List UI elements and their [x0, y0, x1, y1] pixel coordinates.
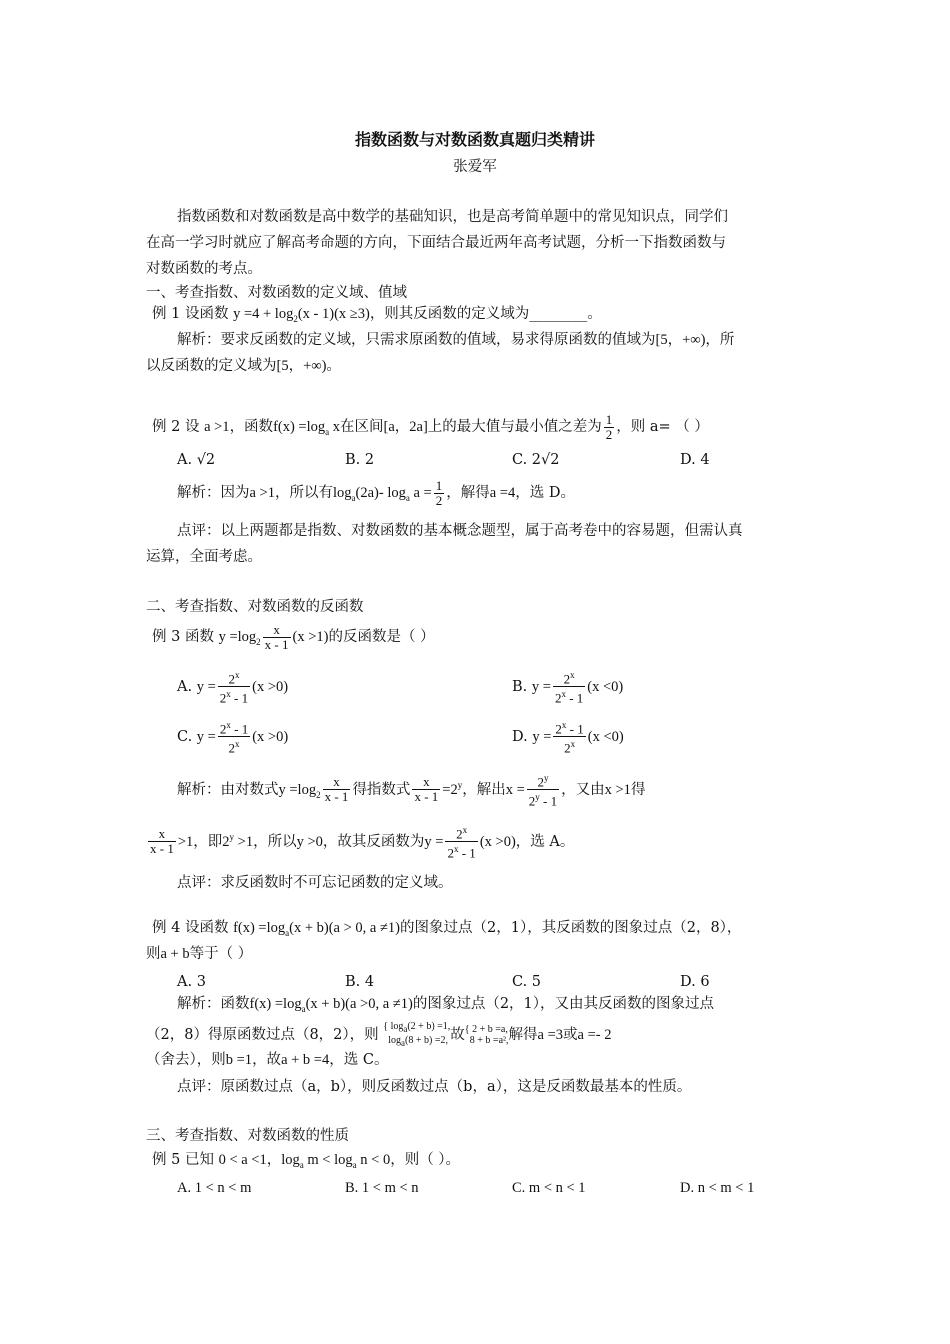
example-2 — [152, 410, 709, 449]
example-2-interval: [a，2a] — [383, 419, 428, 435]
example-4-end2: 等于（ ） — [189, 946, 253, 962]
solution-2 — [177, 476, 575, 515]
option-a-fraction: $\frac{2^x}{2^x - 1}$ — [219, 670, 249, 706]
example-2-cond: a >1 — [204, 419, 230, 435]
comment-3: 点评：求反函数时不可忘记函数的定义域。 — [177, 875, 453, 891]
example-1 — [152, 304, 602, 329]
option-a-formula: y = — [196, 678, 216, 695]
solution-3-c: ，解出 — [462, 781, 506, 798]
solution-1-line-2 — [146, 356, 341, 376]
option-b-formula: y = — [531, 678, 551, 695]
solution-4-func: $f(x) =\log_a(x + b)(a >0$, a ≠1) — [249, 996, 413, 1014]
solution-2-cond: a >1 — [249, 485, 275, 501]
solution-4-b1: b =1 — [225, 1052, 253, 1068]
solution-4-d: 故 — [450, 1027, 465, 1043]
example-5-option-d: D. n < m < 1 — [680, 1180, 755, 1196]
example-5-ineq: $\log_a m < \log_a n < 0$ — [281, 1152, 391, 1170]
solution-1-text-a: 解析：要求反函数的定义域，只需求原函数的值域，易求得原函数的值域为 — [177, 332, 656, 348]
example-3-option-b — [512, 668, 623, 706]
option-c-domain: (x >0) — [252, 728, 289, 745]
solution-4-f: 或 — [563, 1027, 578, 1043]
solution-1-range: [5，+∞) — [655, 332, 706, 348]
example-2-fraction: $\frac{1}{2}$ — [605, 411, 613, 442]
solution-3-g: ，所以 — [253, 833, 297, 850]
solution-3-frac-3: $\frac{2^y}{2^y - 1}$ — [528, 773, 558, 809]
solution-4-a: 解析：函数 — [177, 996, 250, 1012]
example-3-option-c — [177, 718, 288, 756]
example-3-option-d — [512, 718, 624, 756]
solution-4-sum: a + b =4 — [281, 1052, 330, 1068]
solution-3-frac-1: $\frac{x}{x - 1}$ — [324, 774, 349, 805]
option-d-domain: (x <0) — [587, 728, 624, 745]
example-5-cond: 0 < a <1 — [218, 1152, 267, 1168]
document-title: 指数函数与对数函数真题归类精讲 — [354, 130, 595, 149]
option-a-label: A. — [177, 678, 193, 695]
solution-3-gt: >1 — [177, 833, 194, 850]
example-5-option-b: B. 1 < m < n — [345, 1180, 419, 1196]
option-a-domain: (x >0) — [252, 678, 289, 695]
option-b-fraction: $\frac{2^x}{2^x - 1}$ — [554, 670, 584, 706]
example-4-option-c: C. 5 — [512, 974, 542, 990]
solution-4-c: （2，8）得原函数过点（8，2），则 — [146, 1027, 379, 1043]
solution-3-e: 得 — [630, 781, 646, 798]
solution-3-line-1 — [177, 768, 645, 812]
author: 张爱军 — [453, 159, 497, 175]
solution-3-frac-2: $\frac{x}{x - 1}$ — [414, 774, 439, 805]
section-3-heading: 三、考查指数、对数函数的性质 — [146, 1128, 349, 1144]
example-3-fraction: $\frac{x}{x - 1}$ — [264, 621, 289, 652]
example-5-option-c: C. m < n < 1 — [512, 1180, 586, 1196]
solution-2-eq: $\log_a(2a)-$ $\log_a a$ = — [333, 485, 432, 503]
solution-3-log: $y =\log_2$ — [278, 781, 321, 800]
example-2-option-b: B. 2 — [345, 452, 375, 468]
solution-3-frac-4: $\frac{x}{x - 1}$ — [150, 826, 174, 857]
solution-3-line-2 — [146, 820, 574, 861]
example-2-mid2: 在区间 — [340, 419, 384, 435]
solution-2-b: ，所以有 — [275, 485, 333, 501]
solution-1-range-2: [5，+∞) — [276, 358, 327, 374]
solution-3-h: ，故其反函数为 — [322, 833, 425, 850]
example-4-option-d: D. 6 — [680, 974, 710, 990]
solution-4-i: ，选 C。 — [329, 1052, 389, 1068]
solution-4-g: （舍去），则 — [146, 1052, 226, 1068]
example-5 — [152, 1150, 460, 1175]
solution-1-text-d: 。 — [326, 358, 341, 374]
option-d-label: D. — [512, 728, 528, 745]
solution-4-line-2 — [146, 1021, 611, 1049]
solution-2-c: ，解得 — [446, 485, 490, 501]
example-2-func: $f(x) =\log_a$ x — [273, 419, 341, 437]
solution-1-text-c: 以反函数的定义域为 — [146, 358, 277, 374]
solution-3-x: x = — [505, 781, 525, 798]
example-5-option-a: A. 1 < n < m — [177, 1180, 252, 1196]
example-2-option-a: A. √2 — [177, 452, 216, 468]
solution-4-a-2: a =- 2 — [577, 1027, 612, 1043]
example-4-line2-a: 则 — [146, 946, 161, 962]
solution-3-a: 解析：由对数式 — [177, 781, 279, 798]
example-4-end: 的图象过点（2，1），其反函数的图象过点（2，8）， — [400, 920, 742, 936]
solution-1-line-1 — [177, 330, 734, 350]
example-5-label: 例 5 已知 — [152, 1152, 214, 1168]
solution-3-domain: (x >0) — [479, 833, 516, 850]
example-2-option-d: D. 4 — [680, 452, 710, 468]
example-1-label: 例 1 设函数 — [152, 306, 229, 322]
example-3 — [152, 620, 435, 659]
comment-1-line-2: 运算，全面考虑。 — [146, 549, 262, 565]
example-4-option-b: B. 4 — [345, 974, 375, 990]
example-3-option-a — [177, 668, 288, 706]
solution-2-a: 解析：因为 — [177, 485, 250, 501]
example-2-label: 例 2 设 — [152, 419, 200, 435]
solution-4-system-2: { 2 + b =a, 8 + b =a², — [464, 1024, 509, 1046]
option-d-fraction: $\frac{2^x - 1}{2^x}$ — [555, 720, 584, 756]
example-1-formula: $y =4 + \log_2(x - 1)(x \ge 3)$ — [233, 306, 370, 324]
intro-line-2: 在高一学习时就应了解高考命题的方向，下面结合最近两年高考试题，分析一下指数函数与 — [146, 235, 726, 251]
example-2-mid3: 上的最大值与最小值之差为 — [427, 419, 602, 435]
solution-3-i: ，选 A。 — [515, 833, 575, 850]
example-4-sum: a + b — [160, 946, 190, 962]
solution-3-y: y >0 — [296, 833, 323, 850]
option-c-label: C. — [177, 728, 193, 745]
example-4-option-a: A. 3 — [177, 974, 206, 990]
comment-1-line-1: 点评：以上两题都是指数、对数函数的基本概念题型，属于高考卷中的容易题，但需认真 — [177, 523, 743, 539]
solution-3-exp: $=2^y$ — [442, 780, 463, 798]
solution-4-line-1 — [177, 994, 714, 1019]
example-2-option-c: C. 2√2 — [512, 452, 560, 468]
solution-3-cond: x >1 — [604, 781, 631, 798]
solution-1-text-b: ，所 — [705, 332, 735, 348]
example-4-func: $f(x) =\log_a(x + b)(a > 0$, a ≠1) — [233, 920, 401, 938]
solution-2-d: ，选 D。 — [515, 485, 575, 501]
solution-3-d: ，又由 — [561, 781, 605, 798]
solution-4-a3: a =3 — [537, 1027, 564, 1043]
comment-4: 点评：原函数过点（a，b），则反函数过点（b，a），这是反函数最基本的性质。 — [177, 1079, 692, 1095]
solution-3-inverse: y = — [424, 833, 444, 850]
section-1-heading: 一、考查指数、对数函数的定义域、值域 — [146, 285, 407, 301]
solution-2-result: a =4 — [489, 485, 516, 501]
option-d-formula: y = — [532, 728, 552, 745]
example-5-mid: ， — [266, 1152, 282, 1168]
solution-4-e: 解得 — [508, 1027, 538, 1043]
example-3-formula: $y =\log_2$ — [218, 629, 261, 647]
example-4-line-2 — [146, 944, 252, 964]
example-3-label: 例 3 函数 — [152, 629, 214, 645]
solution-4-b: 的图象过点（2，1），又由其反函数的图象过点 — [412, 996, 715, 1012]
option-b-domain: (x <0) — [587, 678, 624, 695]
example-5-end: ，则（ ）。 — [390, 1152, 461, 1168]
section-2-heading: 二、考查指数、对数函数的反函数 — [146, 599, 364, 615]
solution-3-ineq: $2^y >1$ — [222, 832, 254, 850]
intro-line-1: 指数函数和对数函数是高中数学的基础知识，也是高考简单题中的常见知识点，同学们 — [177, 209, 728, 225]
example-3-end: 的反函数是（ ） — [328, 629, 435, 645]
example-1-question: ，则其反函数的定义域为________。 — [369, 306, 602, 322]
solution-2-fraction: $\frac{1}{2}$ — [435, 477, 443, 508]
option-b-label: B. — [512, 678, 528, 695]
solution-3-frac-5: $\frac{2^x}{2^x - 1}$ — [447, 825, 476, 861]
solution-4-system-1: { $\log_a(2 + b) =1$, $\log_a(8 + b) =2$, — [383, 1021, 451, 1048]
example-4-label: 例 4 设函数 — [152, 920, 229, 936]
option-c-fraction: $\frac{2^x - 1}{2^x}$ — [219, 720, 249, 756]
example-4-line-1 — [152, 918, 741, 943]
option-c-formula: y = — [196, 728, 216, 745]
example-3-domain: (x >1) — [292, 629, 329, 645]
example-2-mid: ，函数 — [229, 419, 274, 435]
solution-3-b: 得指数式 — [352, 781, 411, 798]
example-2-end: ，则 a= （ ） — [616, 419, 709, 435]
solution-4-line-3 — [146, 1050, 388, 1070]
solution-4-h: ，故 — [252, 1052, 282, 1068]
intro-line-3: 对数函数的考点。 — [146, 261, 262, 277]
solution-3-f: ，即 — [193, 833, 223, 850]
